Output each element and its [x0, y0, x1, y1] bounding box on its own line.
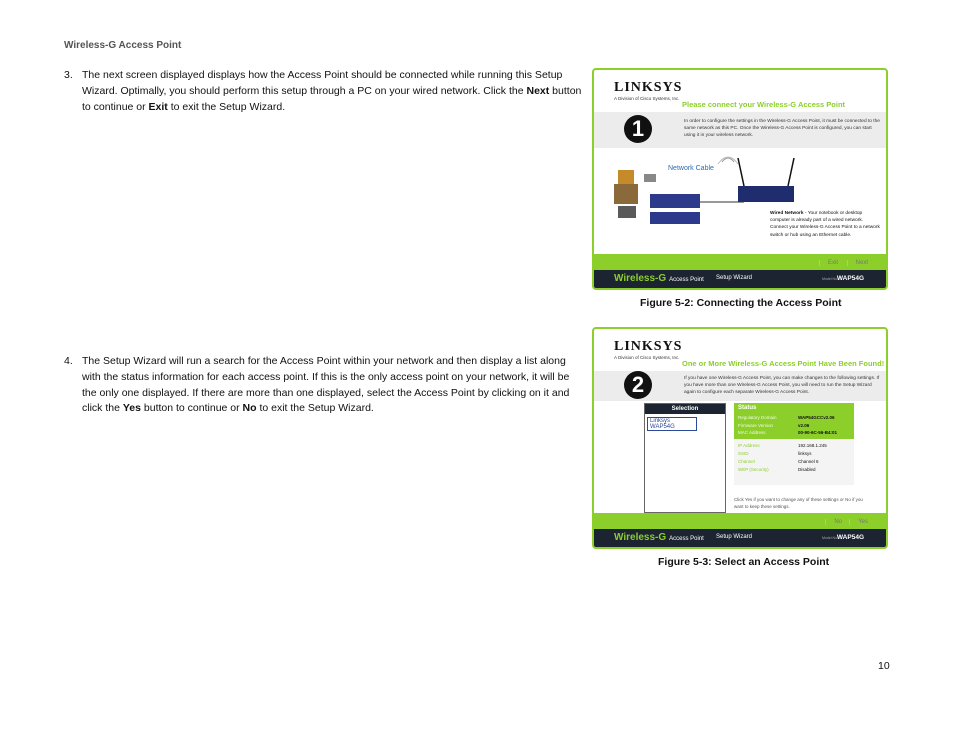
text-bold: Exit — [148, 100, 168, 113]
network-cable-label: Network Cable — [668, 165, 714, 172]
step-4 — [64, 354, 584, 417]
linksys-logo: LINKSYS — [614, 339, 683, 354]
text-run: The next screen displayed displays how the Access Point should be connected while running this Setup Wizard. Optimally, you should perform this setup through a PC on your wired network. Click the — [82, 69, 563, 97]
screen-body: In order to configure the settings in the Wireless-G Access Point, it must be connected to the same network as this PC. Once the Wireless-G Access Point is configured, you can start using it in your wireless network. — [684, 119, 880, 139]
selection-list[interactable] — [644, 403, 726, 513]
laptop-icon — [644, 174, 656, 182]
figure-5-3-caption: Figure 5-3: Select an Access Point — [658, 556, 830, 568]
model-no-label: Model No. — [822, 277, 838, 281]
wired-network-note — [770, 210, 880, 239]
linksys-logo: LINKSYS — [614, 80, 683, 95]
list-item[interactable]: Linksys WAP54G — [647, 417, 697, 431]
step-badge: 1 — [624, 115, 652, 143]
network-illustration — [604, 148, 884, 260]
figure-5-2-caption: Figure 5-2: Connecting the Access Point — [640, 297, 842, 309]
text-run: button to continue or — [140, 402, 243, 415]
screen-body: If you have one Wireless-G Access Point, you can make changes to the following settings. If you have more than one Wireless-G Access Point, you will need to run the Setup Wizard again to configure each separate Wireless-G Access Point. — [684, 376, 880, 396]
note-title: Wired Network — [770, 211, 804, 216]
note-text: - Your notebook or desktop computer is already part of a wired network. Connect your Wireless-G Access Point to a network switch or hub using an Ethernet cable. — [770, 211, 880, 238]
net-row: SSID linksys — [738, 451, 812, 457]
page-header: Wireless-G Access Point — [64, 40, 182, 51]
logo-subtitle: A Division of Cisco Systems, Inc. — [614, 355, 680, 360]
network-table — [734, 439, 854, 477]
status-row: Firmware Version v2.06 — [738, 422, 810, 428]
access-point-icon — [738, 186, 794, 202]
figure-5-3-screenshot — [592, 327, 888, 549]
brand-label: Wireless-G Access Point — [614, 532, 704, 543]
step-text — [82, 354, 584, 417]
status-row: MAC Address 00-90-6C-56-B4:01 — [738, 430, 838, 436]
status-table — [734, 413, 854, 439]
text-bold: Next — [526, 84, 550, 97]
switch-icon — [650, 212, 700, 224]
model-label: WAP54G — [836, 275, 864, 282]
switch-icon — [650, 194, 700, 208]
hint-text: Click Yes if you want to change any of these settings or No if you want to keep these settings. — [734, 497, 863, 509]
step-number: 4. — [64, 355, 73, 367]
text-run: The Setup Wizard will run a search for the Access Point within your network and then display a list along with the status information for each access point. If this is the only access point on your network, it will be the only one displayed. If there are more than one displayed, select the Access Point by clicking on it and click the — [82, 355, 570, 415]
model-label: WAP54G — [836, 534, 864, 541]
selection-header: Selection — [645, 404, 725, 414]
setup-wizard-label: Setup Wizard — [716, 275, 753, 281]
user-icon — [614, 184, 638, 204]
wizard-footer — [594, 529, 886, 547]
no-button[interactable]: No — [825, 519, 850, 525]
logo-subtitle: A Division of Cisco Systems, Inc. — [614, 96, 680, 101]
model-no-label: Model No. — [822, 536, 838, 540]
text-run: to exit the Setup Wizard. — [256, 402, 374, 415]
wizard-footer — [594, 270, 886, 288]
step-3 — [64, 68, 584, 115]
text-run: button to continue or — [82, 84, 582, 113]
net-row: IP Address 192.168.1.245 — [738, 442, 827, 448]
pc-icon — [618, 206, 636, 218]
pc-icon — [618, 170, 634, 184]
exit-button[interactable]: Exit — [819, 260, 846, 266]
setup-wizard-label: Setup Wizard — [716, 534, 753, 540]
yes-button[interactable]: Yes — [849, 519, 876, 525]
text-bold: Yes — [122, 402, 141, 415]
text-bold: No — [242, 402, 257, 415]
net-row: Channel Channel 6 — [738, 459, 819, 465]
step-text — [82, 68, 584, 115]
brand-label: Wireless-G Access Point — [614, 273, 704, 284]
text-run: to exit the Setup Wizard. — [167, 100, 286, 113]
step-badge: 2 — [624, 371, 652, 399]
next-button[interactable]: Next — [847, 260, 876, 266]
step-number: 3. — [64, 69, 73, 81]
status-panel — [734, 403, 854, 485]
screen-title: One or More Wireless-G Access Point Have Been Found! — [682, 359, 885, 368]
status-header: Status — [734, 403, 854, 413]
figure-5-2-screenshot — [592, 68, 888, 290]
net-row: WEP (Security) Disabled — [738, 467, 816, 473]
page-number: 10 — [878, 660, 890, 672]
screen-title: Please connect your Wireless-G Access Point — [682, 100, 846, 109]
status-row: Regulatory Domain WAP54GCCv2.06 — [738, 415, 835, 420]
